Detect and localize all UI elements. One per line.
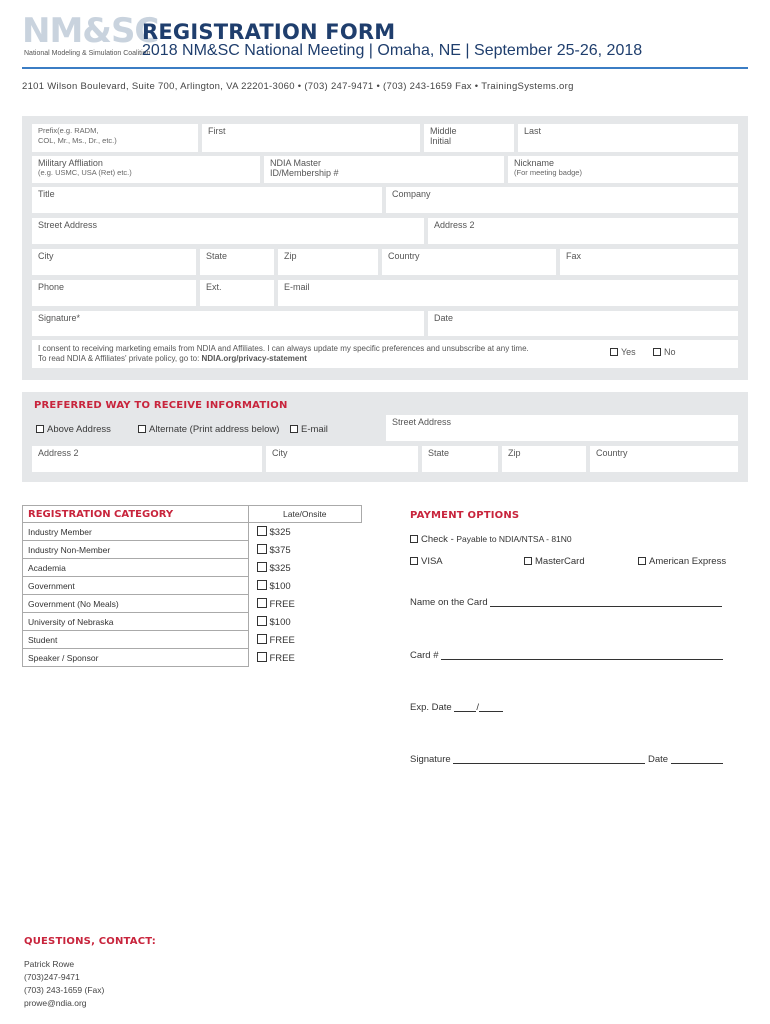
signature-label: Signature*	[38, 313, 81, 323]
company-label: Company	[392, 189, 431, 199]
yes-checkbox[interactable]	[610, 348, 618, 356]
date-label: Date	[434, 313, 454, 323]
privacy-link[interactable]: NDIA.org/privacy-statement	[201, 354, 307, 363]
ndia-membership-field[interactable]	[264, 156, 504, 183]
price-label: $325	[269, 526, 291, 538]
contact-fax: (703) 243-1659 (Fax)	[24, 985, 105, 995]
phone-label: Phone	[38, 282, 65, 292]
price-checkbox[interactable]	[257, 562, 267, 572]
state-field[interactable]	[200, 249, 274, 275]
ext-label: Ext.	[206, 282, 222, 292]
price-label: FREE	[269, 652, 295, 664]
pref-zip-label: Zip	[508, 448, 521, 458]
price-label: FREE	[269, 598, 295, 610]
email-label: E-mail	[284, 282, 310, 292]
prefix-hint: COL, Mr., Ms., Dr., etc.)	[38, 136, 117, 145]
card-number-label: Card #	[410, 650, 439, 661]
consent-no-option[interactable]	[653, 347, 676, 357]
amex-label: American Express	[649, 556, 727, 567]
pref-country-field[interactable]	[590, 446, 738, 472]
check-label: Check -	[421, 534, 454, 545]
registration-category-table	[22, 505, 362, 667]
consent-box	[32, 340, 738, 368]
above-address-checkbox[interactable]	[36, 425, 44, 433]
price-option[interactable]	[248, 559, 362, 577]
mastercard-label: MasterCard	[535, 556, 585, 567]
price-checkbox[interactable]	[257, 616, 267, 626]
preferred-heading: PREFERRED WAY TO RECEIVE INFORMATION	[34, 400, 288, 411]
price-option[interactable]	[248, 613, 362, 631]
contact-block	[24, 958, 104, 1010]
prefix-field[interactable]	[32, 124, 198, 152]
military-label: Military Affliation	[38, 158, 103, 168]
exp-separator: /	[476, 702, 479, 713]
contact-heading: QUESTIONS, CONTACT:	[24, 936, 156, 947]
category-label: Government	[23, 577, 249, 595]
price-option[interactable]	[248, 577, 362, 595]
visa-option[interactable]	[410, 556, 443, 567]
category-label: Industry Non-Member	[23, 541, 249, 559]
price-label: $375	[269, 544, 291, 556]
last-name-field[interactable]	[518, 124, 738, 152]
contact-address-line: 2101 Wilson Boulevard, Suite 700, Arlington, VA 22201-3060 • (703) 247-9471 • (703) 243-1659 Fax • TrainingSystems.org	[22, 81, 574, 92]
visa-label: VISA	[421, 556, 443, 567]
fax-field[interactable]	[560, 249, 738, 275]
pref-zip-field[interactable]	[502, 446, 586, 472]
nmsc-logo	[22, 11, 159, 51]
table-row	[23, 595, 362, 613]
category-label: Government (No Meals)	[23, 595, 249, 613]
category-label: Industry Member	[23, 523, 249, 541]
ext-field[interactable]	[200, 280, 274, 306]
price-checkbox[interactable]	[257, 526, 267, 536]
date-field[interactable]	[428, 311, 738, 336]
pref-city-label: City	[272, 448, 288, 458]
address-2-field[interactable]	[428, 218, 738, 244]
contact-name: Patrick Rowe	[24, 959, 75, 969]
table-row	[23, 559, 362, 577]
ndia-label-2: ID/Membership #	[270, 168, 339, 178]
table-row	[23, 577, 362, 595]
late-onsite-header: Late/Onsite	[248, 506, 362, 523]
payment-signature-input[interactable]	[453, 753, 645, 764]
page-subtitle: 2018 NM&SC National Meeting | Omaha, NE | September 25-26, 2018	[142, 42, 643, 59]
exp-date-label: Exp. Date	[410, 702, 452, 713]
street-address-field[interactable]	[32, 218, 424, 244]
price-checkbox[interactable]	[257, 598, 267, 608]
phone-field[interactable]	[32, 280, 196, 306]
nickname-hint: (For meeting badge)	[514, 168, 582, 177]
logo-text: NM&SC	[22, 11, 159, 51]
visa-checkbox[interactable]	[410, 557, 418, 565]
no-checkbox[interactable]	[653, 348, 661, 356]
card-number-input[interactable]	[441, 649, 723, 660]
alternate-address-option[interactable]	[138, 424, 279, 435]
name-on-card-row	[410, 596, 722, 608]
first-name-label: First	[208, 126, 226, 136]
price-option[interactable]	[248, 595, 362, 613]
title-field[interactable]	[32, 187, 382, 213]
amex-checkbox[interactable]	[638, 557, 646, 565]
table-row	[23, 541, 362, 559]
ndia-label: NDIA Master	[270, 158, 322, 168]
email-option-label: E-mail	[301, 424, 328, 435]
pref-city-field[interactable]	[266, 446, 418, 472]
email-option[interactable]	[290, 424, 328, 435]
payment-signature-row	[410, 753, 723, 765]
mastercard-option[interactable]	[524, 556, 585, 567]
price-option[interactable]	[248, 541, 362, 559]
mastercard-checkbox[interactable]	[524, 557, 532, 565]
exp-month-input[interactable]	[454, 701, 476, 712]
pref-state-label: State	[428, 448, 450, 458]
state-label: State	[206, 251, 228, 261]
company-field[interactable]	[386, 187, 738, 213]
name-on-card-label: Name on the Card	[410, 597, 488, 608]
pref-state-field[interactable]	[422, 446, 498, 472]
check-checkbox[interactable]	[410, 535, 418, 543]
contact-email[interactable]: prowe@ndia.org	[24, 998, 87, 1008]
city-field[interactable]	[32, 249, 196, 275]
fax-label: Fax	[566, 251, 582, 261]
check-option[interactable]	[410, 534, 572, 545]
military-hint: (e.g. USMC, USA (Ret) etc.)	[38, 168, 132, 177]
price-checkbox[interactable]	[257, 580, 267, 590]
amex-option[interactable]	[638, 556, 726, 567]
table-row	[23, 523, 362, 541]
payment-signature-label: Signature	[410, 754, 451, 765]
no-label: No	[664, 347, 676, 357]
city-label: City	[38, 251, 54, 261]
pref-address-2-field[interactable]	[32, 446, 262, 472]
nickname-field[interactable]	[508, 156, 738, 183]
exp-year-input[interactable]	[479, 701, 503, 712]
payment-date-label: Date	[647, 754, 669, 765]
price-label: $100	[269, 616, 291, 628]
zip-label: Zip	[284, 251, 297, 261]
category-label: Speaker / Sponsor	[23, 649, 249, 667]
email-checkbox[interactable]	[290, 425, 298, 433]
price-checkbox[interactable]	[257, 634, 267, 644]
yes-label: Yes	[621, 347, 636, 357]
last-name-label: Last	[524, 126, 542, 136]
street-address-label: Street Address	[38, 220, 98, 230]
above-address-option[interactable]	[36, 424, 111, 435]
alternate-address-checkbox[interactable]	[138, 425, 146, 433]
table-row	[23, 631, 362, 649]
table-row	[23, 649, 362, 667]
country-field[interactable]	[382, 249, 556, 275]
pref-street-label: Street Address	[392, 417, 452, 427]
signature-field[interactable]	[32, 311, 424, 336]
category-label: University of Nebraska	[23, 613, 249, 631]
registration-table-header	[23, 506, 362, 523]
zip-field[interactable]	[278, 249, 378, 275]
pref-street-address-field[interactable]	[386, 415, 738, 441]
table-row	[23, 613, 362, 631]
page-title: REGISTRATION FORM	[142, 20, 396, 44]
contact-phone: (703)247-9471	[24, 972, 80, 982]
price-label: $325	[269, 562, 291, 574]
first-name-field[interactable]	[202, 124, 420, 152]
category-label: Student	[23, 631, 249, 649]
check-detail: Payable to NDIA/NTSA - 81N0	[456, 534, 572, 544]
price-checkbox[interactable]	[257, 652, 267, 662]
card-number-row	[410, 649, 723, 661]
email-field[interactable]	[278, 280, 738, 306]
alternate-address-label: Alternate (Print address below)	[149, 424, 280, 435]
consent-text: I consent to receiving marketing emails from NDIA and Affiliates. I can always update my specific preferences and unsubscribe at any time.	[38, 344, 529, 353]
price-checkbox[interactable]	[257, 544, 267, 554]
exp-date-row	[410, 701, 503, 713]
price-option[interactable]	[248, 523, 362, 541]
title-label: Title	[38, 189, 55, 199]
category-label: Academia	[23, 559, 249, 577]
middle-label: Middle	[430, 126, 457, 136]
payment-date-input[interactable]	[671, 753, 723, 764]
header-divider	[22, 67, 748, 69]
price-label: $100	[269, 580, 291, 592]
military-affiliation-field[interactable]	[32, 156, 260, 183]
price-option[interactable]	[248, 649, 362, 667]
address-2-label: Address 2	[434, 220, 475, 230]
consent-text-2: To read NDIA & Affiliates' private policy, go to:	[38, 354, 200, 363]
price-option[interactable]	[248, 631, 362, 649]
middle-initial-field[interactable]	[424, 124, 514, 152]
name-on-card-input[interactable]	[490, 596, 722, 607]
price-label: FREE	[269, 634, 295, 646]
logo-subtitle: National Modeling & Simulation Coalition	[24, 50, 151, 57]
above-address-label: Above Address	[47, 424, 111, 435]
consent-yes-option[interactable]	[610, 347, 636, 357]
nickname-label: Nickname	[514, 158, 555, 168]
pref-country-label: Country	[596, 448, 628, 458]
country-label: Country	[388, 251, 420, 261]
payment-heading: PAYMENT OPTIONS	[410, 510, 520, 521]
pref-address-2-label: Address 2	[38, 448, 79, 458]
middle-label-2: Initial	[430, 136, 452, 146]
registration-heading: REGISTRATION CATEGORY	[23, 506, 249, 523]
prefix-label: Prefix(e.g. RADM,	[38, 126, 99, 135]
